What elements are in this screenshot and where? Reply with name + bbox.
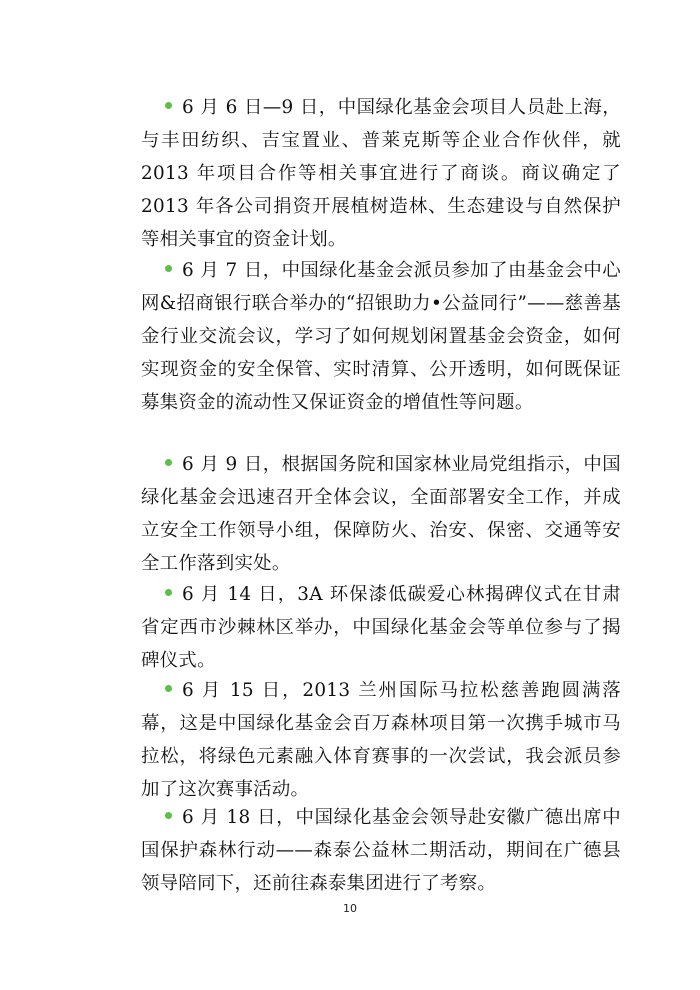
paragraph-june-18	[141, 801, 621, 900]
paragraph-text: 6 月 7 日，中国绿化基金会派员参加了由基金会中心网&招商银行联合举办的“招银助力•公益同行”——慈善基金行业交流会议，学习了如何规划闲置基金会资金，如何实现资金的安全保管、实时清算、公开透明，如何既保证募集资金的流动性又保证资金的增值性等问题。	[141, 260, 621, 413]
paragraph-text: 6 月 18 日，中国绿化基金会领导赴安徽广德出席中国保护森林行动——森泰公益林二期活动，期间在广德县领导陪同下，还前往森泰集团进行了考察。	[141, 807, 621, 894]
paragraph-june-7	[141, 254, 621, 419]
paragraph-text: 6 月 9 日，根据国务院和国家林业局党组指示，中国绿化基金会迅速召开全体会议，全面部署安全工作，并成立安全工作领导小组，保障防火、治安、保密、交通等安全工作落到实处。	[141, 454, 621, 574]
paragraph-june-14	[141, 578, 621, 677]
bullet-dot-icon	[165, 265, 172, 272]
paragraph-june-9	[141, 448, 621, 580]
paragraph-text: 6 月 6 日—9 日，中国绿化基金会项目人员赴上海，与丰田纺织、吉宝置业、普莱克斯等企业合作伙伴，就 2013 年项目合作等相关事宜进行了商谈。商议确定了 2013 年各公司捐资开展植树造林、生态建设与自然保护等相关事宜的资金计划。	[141, 97, 621, 250]
paragraph-june-15	[141, 674, 621, 806]
bullet-dot-icon	[165, 812, 172, 819]
bullet-dot-icon	[165, 589, 172, 596]
bullet-dot-icon	[165, 459, 172, 466]
bullet-dot-icon	[165, 102, 172, 109]
page-number: 10	[343, 902, 357, 915]
paragraph-june-6	[141, 91, 621, 256]
paragraph-text: 6 月 15 日，2013 兰州国际马拉松慈善跑圆满落幕，这是中国绿化基金会百万森林项目第一次携手城市马拉松，将绿色元素融入体育赛事的一次尝试，我会派员参加了这次赛事活动。	[141, 680, 621, 800]
bullet-dot-icon	[165, 685, 172, 692]
paragraph-text: 6 月 14 日，3A 环保漆低碳爱心林揭碑仪式在甘肃省定西市沙棘林区举办，中国绿化基金会等单位参与了揭碑仪式。	[141, 584, 621, 671]
